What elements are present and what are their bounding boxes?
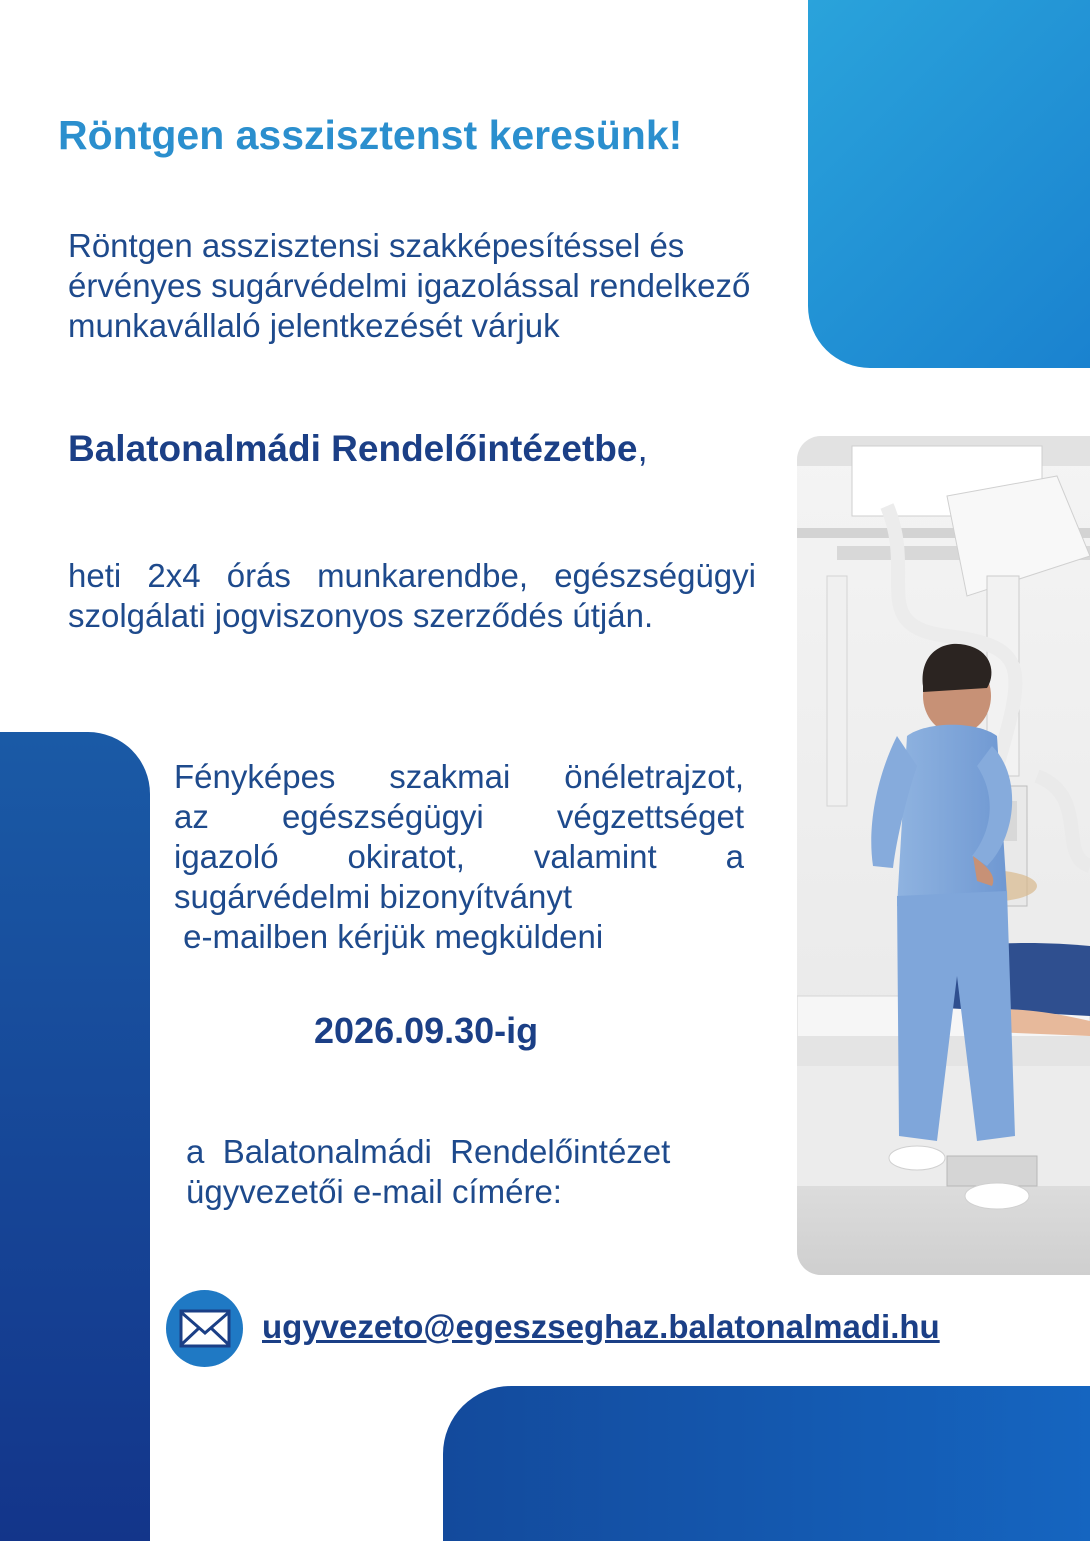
documents-line: Fényképes szakmai önéletrajzot,	[174, 758, 744, 795]
documents-text	[174, 757, 744, 957]
decor-top-right	[808, 0, 1090, 368]
decor-bottom-bar	[443, 1386, 1090, 1541]
page-title: Röntgen asszisztenst keresünk!	[58, 112, 683, 158]
documents-line: e-mailben kérjük megküldeni	[174, 918, 604, 955]
envelope-glyph	[179, 1307, 231, 1350]
xray-room-photo	[797, 436, 1090, 1275]
decor-left-bar	[0, 732, 150, 1541]
contact-email-link[interactable]: ugyvezeto@egeszseghaz.balatonalmadi.hu	[262, 1308, 940, 1345]
documents-line: igazoló okiratot, valamint a	[174, 838, 744, 875]
institution-comma: ,	[637, 428, 648, 469]
deadline-date: 2026.09.30-ig	[314, 1010, 539, 1051]
institution-name	[68, 428, 648, 470]
schedule-text: heti 2x4 órás munkarendbe, egészségügyi szolgálati jogviszonyos szerződés útján.	[68, 557, 756, 634]
intro-text: Röntgen asszisztensi szakképesítéssel és érvényes sugárvédelmi igazolással rendelkező munkavállaló jelentkezését várjuk	[68, 227, 751, 344]
documents-line: sugárvédelmi bizonyítványt	[174, 878, 573, 915]
institution-label: Balatonalmádi Rendelőintézetbe	[68, 428, 638, 469]
documents-line: az egészségügyi végzettséget	[174, 798, 744, 835]
recipient-text: a Balatonalmádi Rendelőintézet ügyvezetői e-mail címére:	[186, 1133, 680, 1210]
xray-photo-illustration	[797, 436, 1090, 1275]
envelope-icon	[166, 1290, 243, 1367]
